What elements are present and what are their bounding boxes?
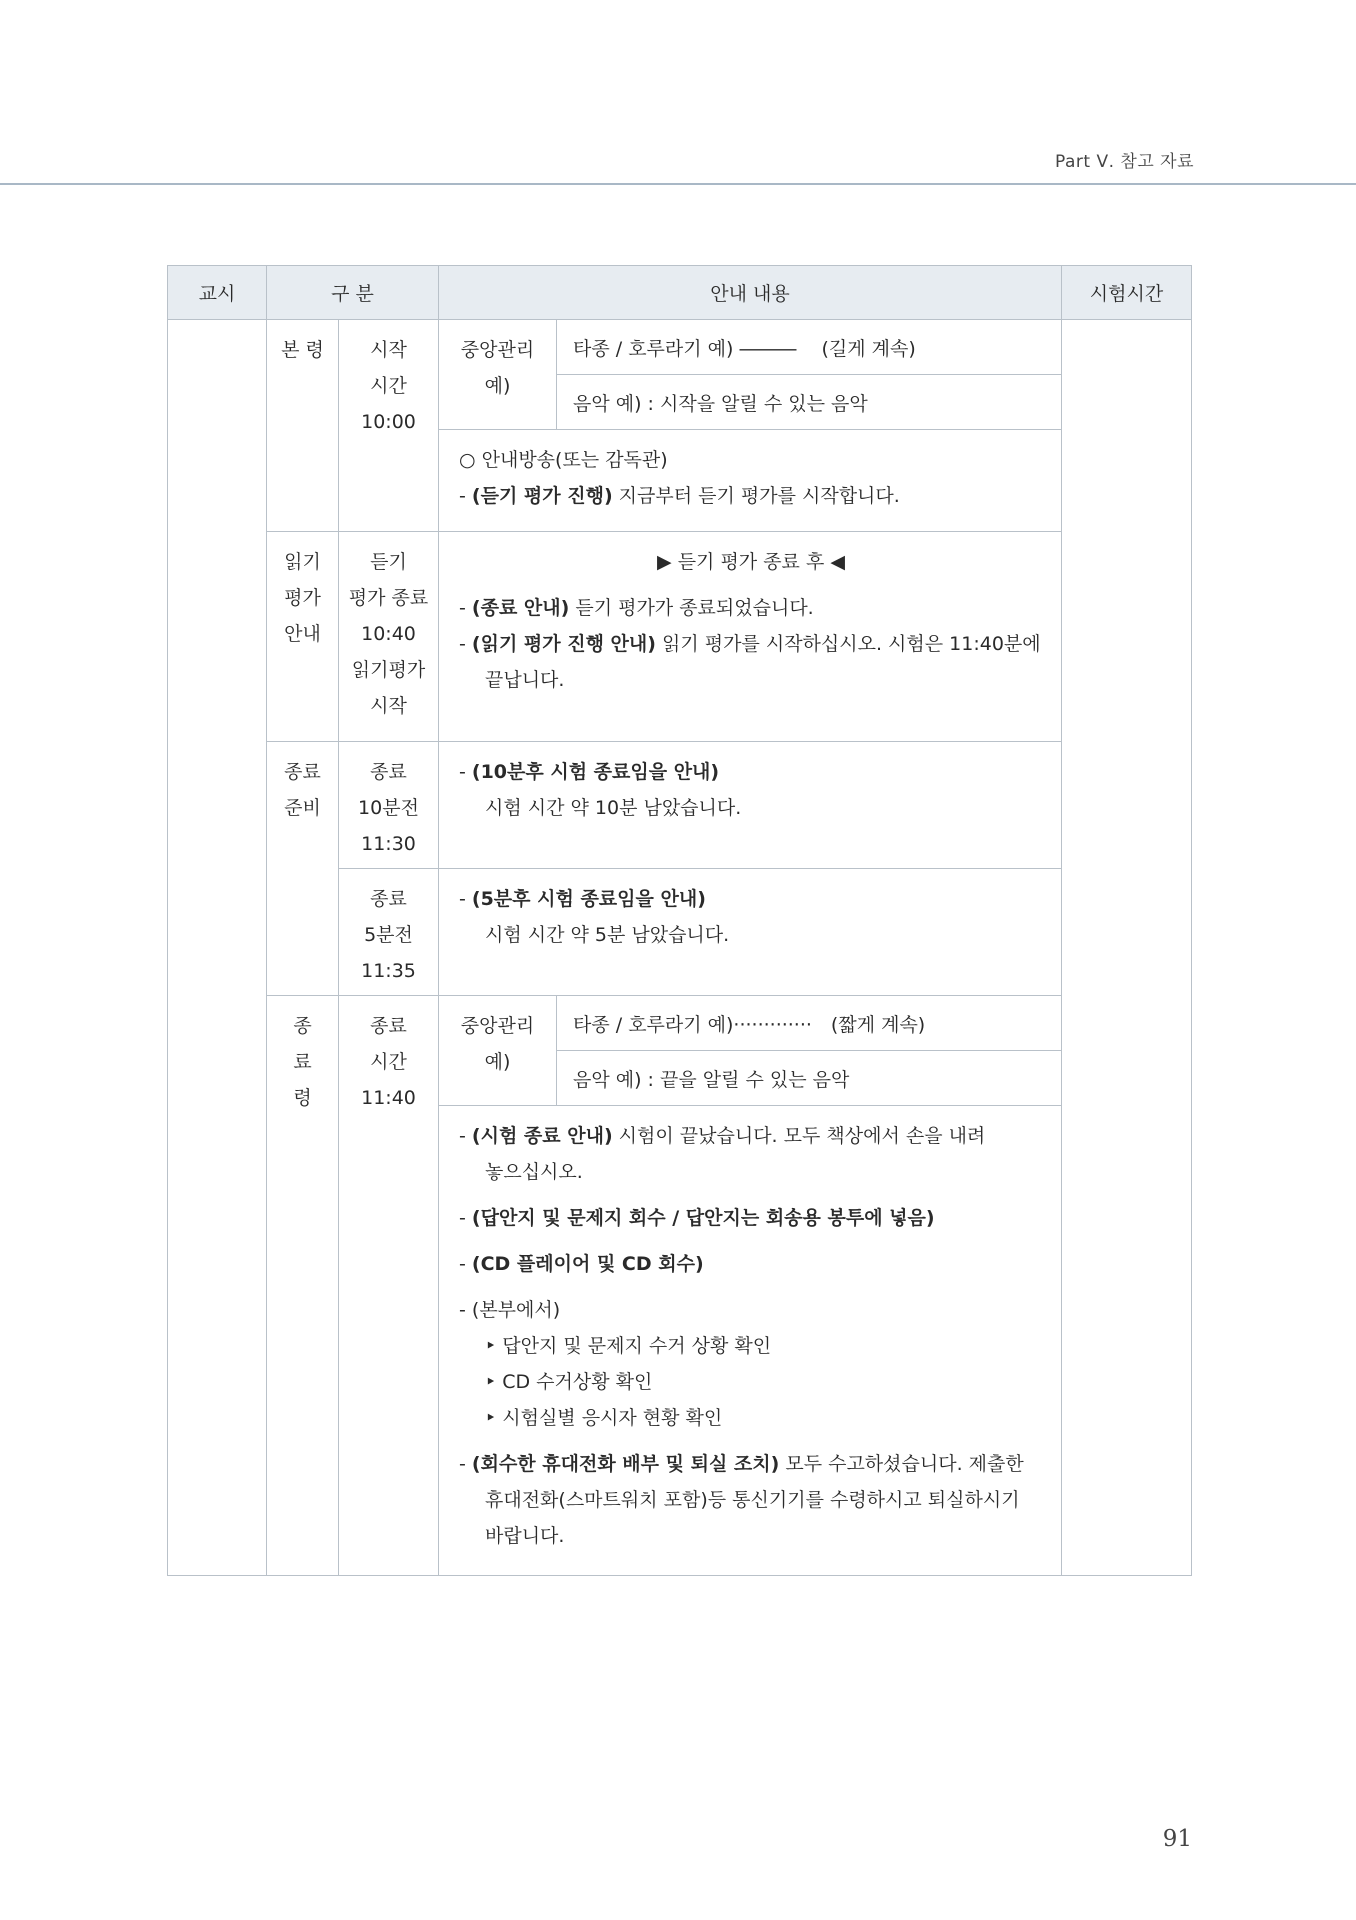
end-music-text: 음악 예) : 끝을 알릴 수 있는 음악	[557, 1051, 1062, 1106]
end-announcements: - (시험 종료 안내) 시험이 끝났습니다. 모두 책상에서 손을 내려 놓으십시오. - (답안지 및 문제지 회수 / 답안지는 회송용 봉투에 넣음) - (CD 플레이어 및 CD 회수) - (본부에서) ‣ 답안지 및 문제지 수거 상황 확인 ‣ CD 수거상황 확인 ‣ 시험실별 응시자 현황 확인 - (회수한 휴대전화 배부 및 퇴실 조치) 모두 수고하셨습니다. 제출한 휴대전화(스마트워치 포함)등 통신기기를 수령하시고 퇴실하시기 바랍니다.	[439, 1106, 1062, 1576]
list-item: ‣ 시험실별 응시자 현황 확인	[485, 1407, 723, 1429]
start-music-text: 음악 예) : 시작을 알릴 수 있는 음악	[557, 375, 1062, 430]
table-header-row	[168, 266, 1192, 320]
header-exam-time: 시험시간	[1062, 266, 1192, 320]
period-cell	[168, 320, 267, 1576]
header-period: 교시	[168, 266, 267, 320]
listening-end-guide: ▶ 듣기 평가 종료 후 ◀ - (종료 안내) 듣기 평가가 종료되었습니다. - (읽기 평가 진행 안내) 읽기 평가를 시작하십시오. 시험은 11:40분에 끝납니다.	[439, 532, 1062, 742]
sub-start-time: 시작 시간 10:00	[339, 320, 439, 532]
start-bell-text: 타종 / 호루라기 예) ――― (길게 계속)	[557, 320, 1062, 375]
page-number: 91	[1162, 1826, 1192, 1852]
sub-5min-before: 종료 5분전 11:35	[339, 869, 439, 996]
sub-end-time: 종료 시간 11:40	[339, 996, 439, 1576]
category-reading-guide: 읽기 평가 안내	[267, 532, 339, 742]
list-item: ‣ 답안지 및 문제지 수거 상황 확인	[485, 1335, 772, 1357]
category-end-prep: 종료 준비	[267, 742, 339, 996]
exam-schedule-table	[167, 265, 1192, 1576]
sub-listening-end: 듣기 평가 종료 10:40 읽기평가 시작	[339, 532, 439, 742]
central-control-start: 중앙관리 예)	[439, 320, 557, 430]
header-divider	[0, 183, 1356, 185]
list-item: ‣ CD 수거상황 확인	[485, 1371, 653, 1393]
category-start: 본 령	[267, 320, 339, 532]
running-header: Part Ⅴ. 참고 자료	[1055, 152, 1194, 172]
start-announcement: ○ 안내방송(또는 감독관) - (듣기 평가 진행) 지금부터 듣기 평가를 시작합니다.	[439, 430, 1062, 532]
notice-10min: - (10분후 시험 종료임을 안내) 시험 시간 약 10분 남았습니다.	[439, 742, 1062, 869]
category-end-bell: 종 료 령	[267, 996, 339, 1576]
notice-5min: - (5분후 시험 종료임을 안내) 시험 시간 약 5분 남았습니다.	[439, 869, 1062, 996]
header-category: 구 분	[267, 266, 439, 320]
sub-10min-before: 종료 10분전 11:30	[339, 742, 439, 869]
exam-time-cell	[1062, 320, 1192, 1576]
end-bell-text: 타종 / 호루라기 예)············· (짧게 계속)	[557, 996, 1062, 1051]
header-guidance: 안내 내용	[439, 266, 1062, 320]
central-control-end: 중앙관리 예)	[439, 996, 557, 1106]
listening-end-marker: ▶ 듣기 평가 종료 후 ◀	[657, 551, 845, 573]
